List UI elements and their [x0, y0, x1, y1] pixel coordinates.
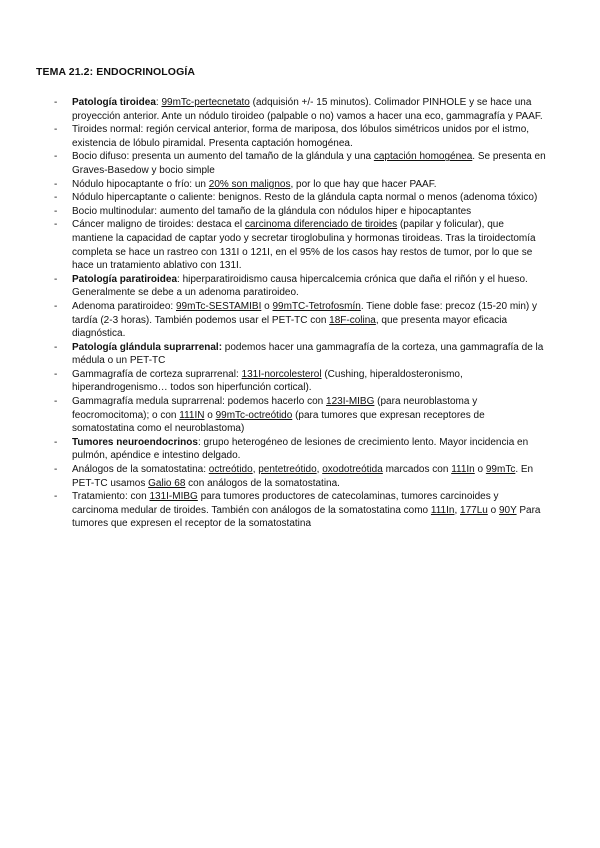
underlined-term: octreótido: [208, 464, 253, 476]
underlined-term: 20% son malignos: [208, 178, 291, 190]
underlined-term: 99mTc-octreótido: [215, 409, 293, 421]
underlined-term: 18F-colina: [329, 314, 376, 326]
item-text: ,: [454, 504, 461, 516]
item-text: : hiperparatiroidismo causa hipercalcemia crónica que daña el riñón y el hueso. Generalmente se debe a un adenoma paratiroideo.: [72, 273, 528, 299]
item-text: Nódulo hipocaptante o frío: un: [72, 178, 209, 190]
bullet-dash: -: [54, 151, 58, 163]
item-text: : grupo heterogéneo de lesiones de crecimiento lento. Mayor incidencia en pulmón, apéndice e intestino delgado.: [72, 436, 529, 462]
item-text: , por lo que hay que hacer PAAF.: [290, 178, 437, 190]
item-text: :: [155, 97, 162, 108]
item-text: Análogos de la somatostatina:: [72, 464, 209, 476]
item-text: o: [204, 409, 216, 421]
bullet-dash: -: [54, 341, 58, 353]
list-item: [0, 150, 546, 177]
item-text: marcados con: [382, 464, 452, 476]
underlined-term: 111IN: [179, 409, 205, 421]
item-text: (para tumores que expresan receptores de somatostatina como el neuroblastoma): [72, 409, 485, 435]
item-text: Bocio multinodular: aumento del tamaño de la glándula con nódulos hiper e hipocaptantes: [72, 205, 472, 217]
list-item: [0, 368, 546, 395]
list-item: [0, 178, 546, 192]
underlined-term: carcinoma diferenciado de tiroides: [244, 219, 398, 231]
list-item: [0, 96, 546, 123]
item-text: para tumores productores de catecolaminas, tumores carcinoides y carcinoma medular de tiroides. También con análogos de la somatostatina como: [72, 491, 499, 516]
underlined-term: 131I-norcolesterol: [241, 368, 322, 380]
item-text: o: [487, 504, 499, 516]
item-text: ,: [316, 464, 323, 476]
underlined-term: 99mTC-Tetrofosmín: [272, 300, 361, 312]
item-text: ,: [252, 464, 259, 476]
bullet-dash: -: [54, 436, 58, 448]
list-item: [0, 218, 546, 272]
item-text: Tratamiento: con: [72, 491, 150, 503]
bullet-dash: -: [54, 219, 58, 231]
list-item: [0, 490, 546, 531]
underlined-term: 99mTc: [485, 464, 516, 476]
item-text: . Se presenta en Graves-Basedow y bocio simple: [72, 151, 546, 176]
bullet-dash: -: [54, 464, 58, 476]
item-text: . En PET-TC usamos: [72, 464, 534, 489]
bold-heading: Patología paratiroidea: [72, 273, 178, 285]
underlined-term: pentetreótido: [258, 464, 317, 476]
bold-heading: Tumores neuroendocrinos: [72, 436, 198, 448]
list-item: [0, 395, 546, 436]
bullet-dash: -: [54, 300, 58, 312]
list-item: [0, 436, 546, 463]
item-text: podemos hacer una gammagrafía de la corteza, una gammagrafía de la médula o un PET-TC: [72, 341, 544, 367]
item-text: con análogos de la somatostatina.: [185, 477, 340, 489]
bullet-dash: -: [54, 97, 58, 108]
item-text: Adenoma paratiroideo:: [72, 300, 176, 312]
item-text: Para tumores que expresen el receptor de la somatostatina: [72, 504, 541, 530]
underlined-term: 123I-MIBG: [326, 396, 375, 408]
item-text: (papilar y folicular), que mantiene la capacidad de captar yodo y secretar tiroglobulina y hormonas tiroideas. Tras la tiroidectomía completa se hace un rastreo con 131I o 121I, en el 95% de los casos hay restos de tumor, por lo que se hace un tratamiento ablativo con 131I.: [72, 219, 536, 272]
underlined-term: oxodotreótida: [322, 464, 383, 476]
bullet-dash: -: [54, 396, 58, 408]
item-text: (para neuroblastoma y feocromocitoma); o con: [72, 396, 478, 421]
list-item: [0, 273, 546, 300]
item-text: o: [261, 300, 273, 312]
underlined-term: Galio 68: [148, 477, 186, 489]
item-text: (Cushing, hiperaldosteronismo, hiperandrogenismo… todos son hiperfunción cortical).: [72, 368, 463, 394]
list-item: [0, 123, 546, 150]
underlined-term: 177Lu: [460, 504, 488, 516]
list-item: [0, 205, 546, 219]
bullet-dash: -: [54, 205, 58, 217]
underlined-term: 111In: [430, 504, 455, 516]
item-text: Tiroides normal: región cervical anterior, forma de mariposa, dos lóbulos simétricos unidos por el istmo, existencia de lóbulo piramidal. Presenta captación homogénea.: [72, 124, 530, 149]
item-text: Bocio difuso: presenta un aumento del tamaño de la glándula y una: [72, 151, 374, 163]
item-text: Cáncer maligno de tiroides: destaca el: [72, 219, 245, 231]
list-item: [0, 341, 546, 368]
item-text: , que presenta mayor eficacia diagnóstica.: [72, 314, 508, 340]
bullet-dash: -: [54, 124, 58, 136]
item-text: (adquisión +/- 15 minutos). Colimador PINHOLE y se hace una proyección anterior. Ante un nódulo tiroideo (palpable o no) vamos a hacer una eco, gammagrafía y PAAF.: [72, 97, 543, 122]
document-title: TEMA 21.2: ENDOCRINOLOGÍA: [36, 66, 196, 78]
bold-heading: Patología glándula suprarrenal:: [72, 341, 223, 353]
underlined-term: 99mTc-SESTAMIBI: [175, 300, 262, 312]
bullet-dash: -: [54, 273, 58, 285]
item-text: Gammagrafía medula suprarrenal: podemos hacerlo con: [72, 396, 327, 408]
underlined-term: 131I-MIBG: [149, 491, 198, 503]
underlined-term: 111In: [451, 464, 475, 476]
list-item: [0, 191, 546, 205]
bullet-dash: -: [54, 178, 58, 190]
bold-heading: Patología tiroidea: [72, 97, 156, 108]
underlined-term: 90Y: [498, 504, 517, 516]
item-text: Gammagrafía de corteza suprarrenal:: [72, 368, 242, 380]
bullet-list: [0, 96, 600, 531]
underlined-term: 99mTc-pertecnetato: [161, 97, 250, 108]
list-item: [0, 463, 546, 490]
list-item: [0, 300, 546, 341]
bullet-dash: -: [54, 368, 58, 380]
bullet-dash: -: [54, 491, 58, 503]
item-text: . Tiene doble fase: precoz (15-20 min) y tardía (2-3 horas). También podemos usar el PET-TC con: [72, 300, 538, 326]
bullet-dash: -: [54, 192, 58, 204]
underlined-term: captación homogénea: [373, 151, 473, 163]
item-text: o: [474, 464, 486, 476]
item-text: Nódulo hipercaptante o caliente: benignos. Resto de la glándula capta normal o menos (adenoma tóxico): [72, 192, 538, 204]
